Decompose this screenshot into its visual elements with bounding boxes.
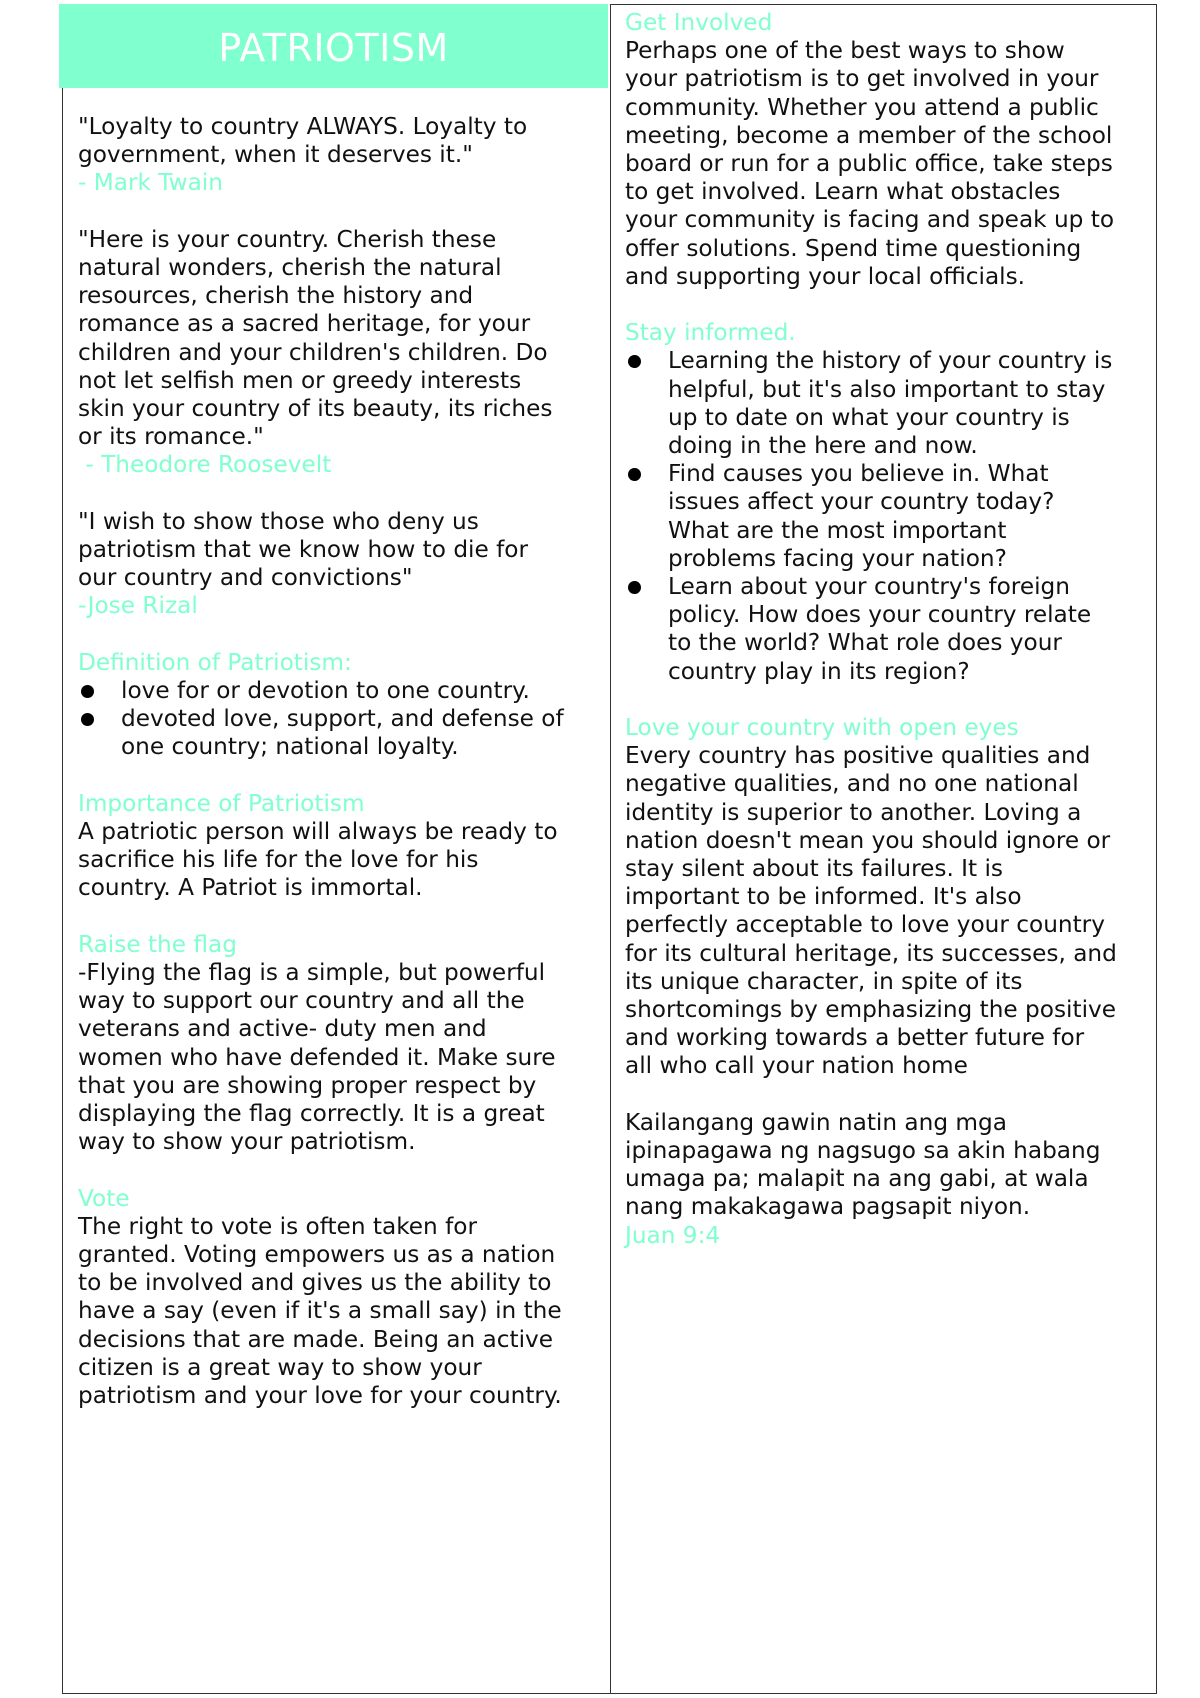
quote-line: "Loyalty to country ALWAYS. Loyalty to <box>78 113 528 140</box>
list-item-line: helpful, but it's also important to stay <box>668 375 1106 403</box>
bible-verse <box>625 1109 1117 1250</box>
paragraph-line: sacrifice his life for the love for his <box>78 846 479 874</box>
list-item <box>625 460 1117 573</box>
stay-informed-list <box>625 347 1117 685</box>
get-involved-section <box>625 9 1117 291</box>
paragraph-line: shortcomings by emphasizing the positive <box>625 996 1117 1024</box>
paragraph-line: and working towards a better future for <box>625 1024 1085 1052</box>
section-heading: Definition of Patriotism: <box>78 648 352 676</box>
paragraph-line: have a say (even if it's a small say) in the <box>78 1297 562 1325</box>
quote-line: resources, cherish the history and <box>78 282 474 310</box>
definition-list <box>78 677 564 762</box>
quote-author: - Mark Twain <box>78 169 223 197</box>
paragraph-line: that you are showing proper respect by <box>78 1071 537 1099</box>
left-column-content <box>78 113 564 1410</box>
verse-line: nang makakagawa pagsapit niyon. <box>625 1193 1031 1221</box>
importance-section <box>78 790 564 903</box>
verse-line: Kailangang gawin natin ang mga <box>625 1108 1007 1136</box>
list-item-line: Learn about your country's foreign <box>668 573 1070 601</box>
paragraph-line: your community is facing and speak up to <box>625 206 1115 234</box>
paragraph-line: displaying the flag correctly. It is a great <box>78 1100 545 1128</box>
paragraph-line: A patriotic person will always be ready to <box>78 818 558 846</box>
list-item <box>78 705 564 761</box>
paragraph-line: meeting, become a member of the school <box>625 121 1113 149</box>
paragraph-line: identity is superior to another. Loving a <box>625 798 1082 826</box>
list-item-line: doing in the here and now. <box>668 432 978 460</box>
paragraph-line: citizen is a great way to show your <box>78 1353 482 1381</box>
section-heading: Raise the flag <box>78 930 237 958</box>
stay-informed-section <box>625 319 1117 686</box>
paragraph-line: Perhaps one of the best ways to show <box>625 37 1065 65</box>
paragraph-line: for its cultural heritage, its successes, and <box>625 939 1117 967</box>
section-heading: Vote <box>78 1184 130 1212</box>
paragraph-line: women who have defended it. Make sure <box>78 1043 556 1071</box>
quote-mark-twain <box>78 113 564 198</box>
list-item-line: problems facing your nation? <box>668 544 1007 572</box>
section-heading: Importance of Patriotism <box>78 789 365 817</box>
paragraph-line: to get involved. Learn what obstacles <box>625 178 1061 206</box>
paragraph-line: nation doesn't mean you should ignore or <box>625 826 1111 854</box>
quote-author: -Jose Rizal <box>78 592 198 620</box>
quote-line: our country and convictions" <box>78 564 413 592</box>
list-item <box>78 677 564 705</box>
vote-section <box>78 1185 564 1411</box>
definition-section <box>78 649 564 762</box>
section-heading: Get Involved <box>625 9 773 36</box>
section-heading: Stay informed. <box>625 319 796 347</box>
quote-author: - Theodore Roosevelt <box>78 451 332 479</box>
paragraph-line: all who call your nation home <box>625 1052 968 1080</box>
list-item-line: What are the most important <box>668 516 1007 544</box>
raise-flag-section <box>78 931 564 1157</box>
bullet-icon <box>628 468 641 481</box>
verse-line: umaga pa; malapit na ang gabi, at wala <box>625 1165 1089 1193</box>
list-item-line: devoted love, support, and defense of <box>121 705 564 733</box>
quote-line: "I wish to show those who deny us <box>78 507 479 535</box>
paragraph-line: patriotism and your love for your country. <box>78 1382 562 1410</box>
list-item-line: policy. How does your country relate <box>668 601 1092 629</box>
verse-reference: Juan 9:4 <box>625 1221 721 1249</box>
quote-line: romance as a sacred heritage, for your <box>78 310 531 338</box>
list-item-line: one country; national loyalty. <box>121 733 459 761</box>
quote-jose-rizal <box>78 508 564 621</box>
paragraph-line: to be involved and gives us the ability to <box>78 1269 552 1297</box>
list-item-line: up to date on what your country is <box>668 403 1070 431</box>
paragraph-line: important to be informed. It's also <box>625 883 1022 911</box>
paragraph-line: decisions that are made. Being an active <box>78 1325 554 1353</box>
right-column-content <box>625 9 1117 1250</box>
paragraph-line: negative qualities, and no one national <box>625 770 1079 798</box>
list-item-line: issues affect your country today? <box>668 488 1055 516</box>
paragraph-line: and supporting your local officials. <box>625 262 1026 290</box>
list-item-line: love for or devotion to one country. <box>121 677 530 705</box>
paragraph-line: way to support our country and all the <box>78 987 525 1015</box>
paragraph-line: Every country has positive qualities and <box>625 742 1091 770</box>
paragraph-line: community. Whether you attend a public <box>625 93 1099 121</box>
list-item-line: Find causes you believe in. What <box>668 460 1049 488</box>
section-heading: Love your country with open eyes <box>625 714 1019 742</box>
list-item <box>625 573 1117 686</box>
page-title: PATRIOTISM <box>59 4 608 88</box>
quote-line: "Here is your country. Cherish these <box>78 225 497 253</box>
bullet-icon <box>81 713 94 726</box>
quote-line: not let selfish men or greedy interests <box>78 366 522 394</box>
quote-line: patriotism that we know how to die for <box>78 536 529 564</box>
quote-line: or its romance." <box>78 423 264 451</box>
paragraph-line: country. A Patriot is immortal. <box>78 874 423 902</box>
bullet-icon <box>628 355 641 368</box>
bullet-icon <box>81 685 94 698</box>
paragraph-line: stay silent about its failures. It is <box>625 855 1004 883</box>
paragraph-line: offer solutions. Spend time questioning <box>625 234 1082 262</box>
paragraph-line: granted. Voting empowers us as a nation <box>78 1241 556 1269</box>
list-item <box>625 347 1117 460</box>
paragraph-line: board or run for a public office, take steps <box>625 150 1113 178</box>
paragraph-line: perfectly acceptable to love your country <box>625 911 1105 939</box>
paragraph-line: -Flying the flag is a simple, but powerful <box>78 959 546 987</box>
paragraph-line: veterans and active- duty men and <box>78 1015 487 1043</box>
paragraph-line: its unique character, in spite of its <box>625 967 1023 995</box>
paragraph-line: The right to vote is often taken for <box>78 1212 478 1240</box>
bullet-icon <box>628 581 641 594</box>
paragraph-line: your patriotism is to get involved in your <box>625 65 1099 93</box>
quote-line: government, when it deserves it." <box>78 141 473 169</box>
list-item-line: to the world? What role does your <box>668 629 1062 657</box>
quote-line: natural wonders, cherish the natural <box>78 254 502 281</box>
verse-line: ipinapagawa ng nagsugo sa akin habang <box>625 1137 1101 1165</box>
list-item-line: country play in its region? <box>668 657 970 685</box>
list-item-line: Learning the history of your country is <box>668 347 1113 375</box>
quote-theodore-roosevelt <box>78 226 564 480</box>
quote-line: skin your country of its beauty, its riches <box>78 395 553 423</box>
open-eyes-section <box>625 714 1117 1081</box>
paragraph-line: way to show your patriotism. <box>78 1128 416 1156</box>
quote-line: children and your children's children. Do <box>78 338 548 366</box>
